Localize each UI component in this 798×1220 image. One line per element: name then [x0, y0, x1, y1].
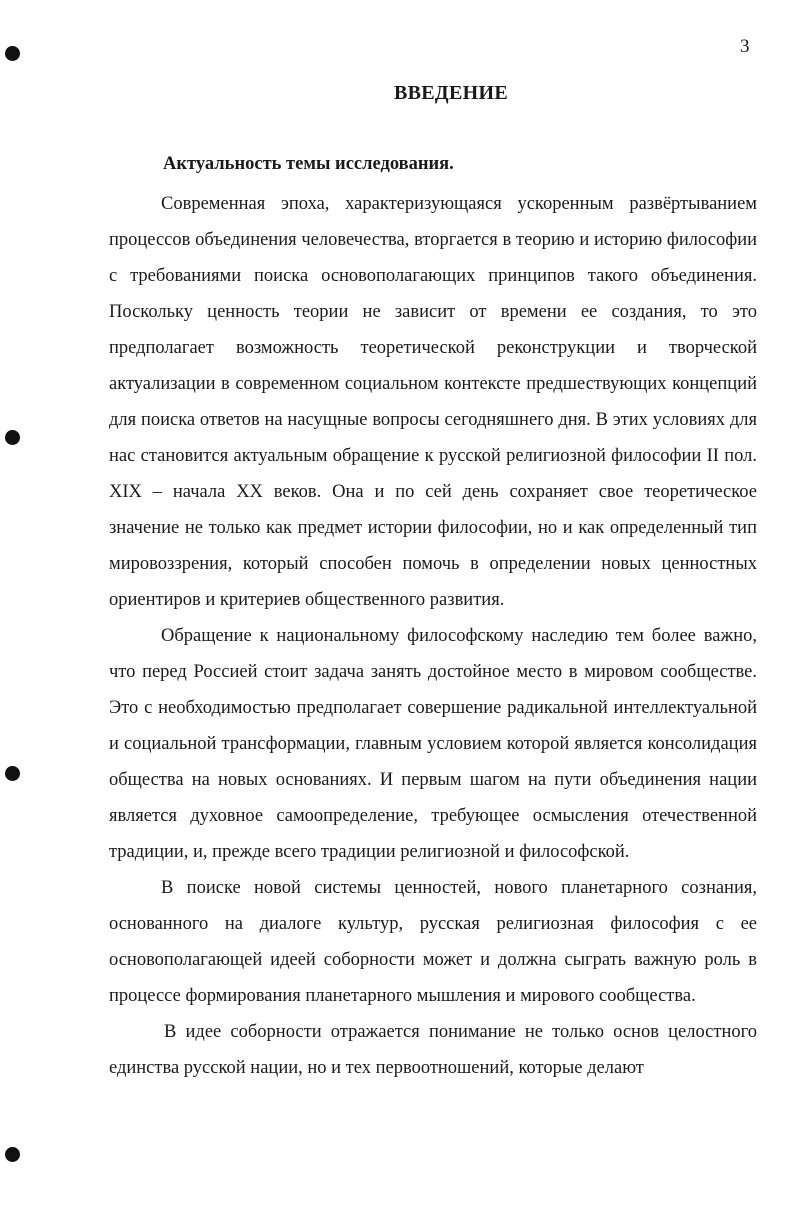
page-title: ВВЕДЕНИЕ [394, 82, 508, 104]
page-number: 3 [740, 36, 750, 57]
punch-hole-icon [5, 1147, 20, 1162]
punch-hole-icon [5, 766, 20, 781]
punch-hole-icon [5, 430, 20, 445]
paragraph: Современная эпоха, характеризующаяся ускоренным развёртыванием процессов объединения человечества, вторгается в теорию и историю философии с требованиями поиска основополагающих принципов такого объединения. Поскольку ценность теории не зависит от времени ее создания, то это предполагает возможность теоретической реконструкции и творческой актуализации в современном социальном контексте предшествующих концепций для поиска ответов на насущные вопросы сегодняшнего дня. В этих условиях для нас становится актуальным обращение к русской религиозной философии II пол. XIX – начала XX веков. Она и по сей день сохраняет свое теоретическое значение не только как предмет истории философии, но и как определенный тип мировоззрения, который способен помочь в определении новых ценностных ориентиров и критериев общественного развития. [109, 194, 757, 610]
body-text [109, 186, 757, 1086]
section-heading: Актуальность темы исследования. [163, 154, 454, 174]
paragraph: Обращение к национальному философскому наследию тем более важно, что перед Россией стоит задача занять достойное место в мировом сообществе. Это с необходимостью предполагает совершение радикальной интеллектуальной и социальной трансформации, главным условием которой является консолидация общества на новых основаниях. И первым шагом на пути объединения нации является духовное самоопределение, требующее осмысления отечественной традиции, и, прежде всего традиции религиозной и философской. [109, 626, 757, 862]
punch-hole-icon [5, 46, 20, 61]
paragraph: В идее соборности отражается понимание не только основ целостного единства русской нации, но и тех первоотношений, которые делают [109, 1022, 757, 1078]
paragraph: В поиске новой системы ценностей, нового планетарного сознания, основанного на диалоге культур, русская религиозная философия с ее основополагающей идеей соборности может и должна сыграть важную роль в процессе формирования планетарного мышления и мирового сообщества. [109, 878, 757, 1006]
